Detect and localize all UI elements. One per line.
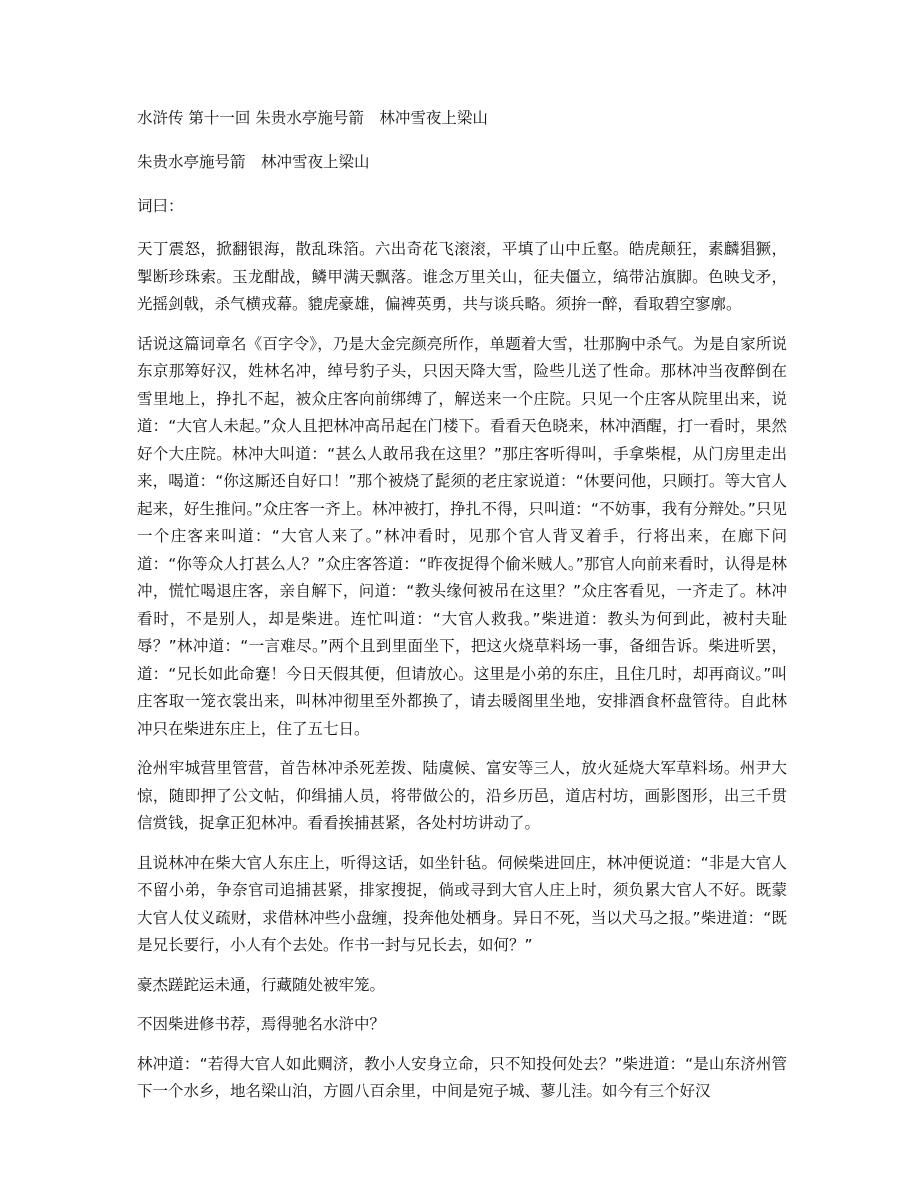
document-page [137,104,787,1118]
verse-line-1: 豪杰蹉跎运未通，行藏随处被牢笼。 [137,975,386,994]
paragraph-liangshan: 林冲道：“若得大官人如此赒济，教小人安身立命，只不知投何处去？”柴进道：“是山东济州管下一个水乡，地名梁山泊，方圆八百余里，中间是宛子城、蓼儿洼。如今有三个好汉 [137,1054,787,1100]
ci-label: 词曰： [137,197,184,215]
chapter-subtitle: 朱贵水亭施号箭 林冲雪夜上梁山 [137,153,370,171]
paragraph-lin-chong-request: 且说林冲在柴大官人东庄上，听得这话，如坐针毡。伺候柴进回庄，林冲便说道：“非是大官人不留小弟，争奈官司追捕甚紧，排家搜捉，倘或寻到大官人庄上时，须负累大官人不好。既蒙大官人仗义疏财，求借林冲些小盘缠，投奔他处栖身。异日不死，当以犬马之报。”柴进道：“既是兄长要行，小人有个去处。作书一封与兄长去，如何？” [137,853,787,954]
document-title: 水浒传 第十一回 朱贵水亭施号箭 林冲雪夜上梁山 [137,109,488,127]
paragraph-poem: 天丁震怒，掀翻银海，散乱珠箔。六出奇花飞滚滚，平填了山中丘壑。皓虎颠狂，素麟猖獗，掣断珍珠索。玉龙酣战，鳞甲满天飘落。谁念万里关山，征夫僵立，缟带沾旗脚。色映戈矛，光摇剑戟，杀气横戎幕。貔虎豪雄，偏裨英勇，共与谈兵略。须拚一醉，看取碧空寥廓。 [137,240,787,313]
verse-line-2: 不因柴进修书荐，焉得驰名水浒中？ [137,1015,386,1033]
paragraph-chai-jin-rescue: 话说这篇词章名《百字令》，乃是大金完颜亮所作，单题着大雪，壮那胸中杀气。为是自家所说东京那筹好汉，姓林名冲，绰号豹子头，只因天降大雪，险些儿送了性命。那林冲当夜醉倒在雪里地上，挣扎不起，被众庄客向前绑缚了，解送来一个庄院。只见一个庄客从院里出来，说道：“大官人未起。”众人且把林冲高吊起在门楼下。看看天色晓来，林冲酒醒，打一看时，果然好个大庄院。林冲大叫道：“甚么人敢吊我在这里？”那庄客听得叫，手拿柴棍，从门房里走出来，喝道：“你这厮还自好口！”那个被烧了髭须的老庄家说道：“休要问他，只顾打。等大官人起来，好生推问。”众庄客一齐上。林冲被打，挣扎不得，只叫道：“不妨事，我有分辩处。”只见一个庄客来叫道：“大官人来了。”林冲看时，见那个官人背叉着手，行将出来，在廊下问道：“你等众人打甚么人？”众庄客答道：“昨夜捉得个偷米贼人。”那官人向前来看时，认得是林冲，慌忙喝退庄客，亲自解下，问道：“教头缘何被吊在这里？”众庄客看见，一齐走了。林冲看时，不是别人，却是柴进。连忙叫道：“大官人救我。”柴进道：教头为何到此，被村夫耻辱？”林冲道：“一言难尽。”两个且到里面坐下，把这火烧草料场一事，备细告诉。柴进听罢，道：“兄长如此命蹇！今日天假其便，但请放心。这里是小弟的东庄，且住几时，却再商议。”叫庄客取一笼衣裳出来，叫林冲彻里至外都换了，请去暖阁里坐地，安排酒食杯盘管待。自此林冲只在柴进东庄上，住了五七日。 [137,334,787,738]
paragraph-manhunt: 沧州牢城营里管营，首告林冲杀死差拨、陆虞候、富安等三人，放火延烧大军草料场。州尹大惊，随即押了公文帖，仰缉捕人员，将带做公的，沿乡历邑，道店村坊，画影图形，出三千贯信赏钱，捉拿正犯林冲。看看挨捕甚紧，各处村坊讲动了。 [137,759,787,832]
